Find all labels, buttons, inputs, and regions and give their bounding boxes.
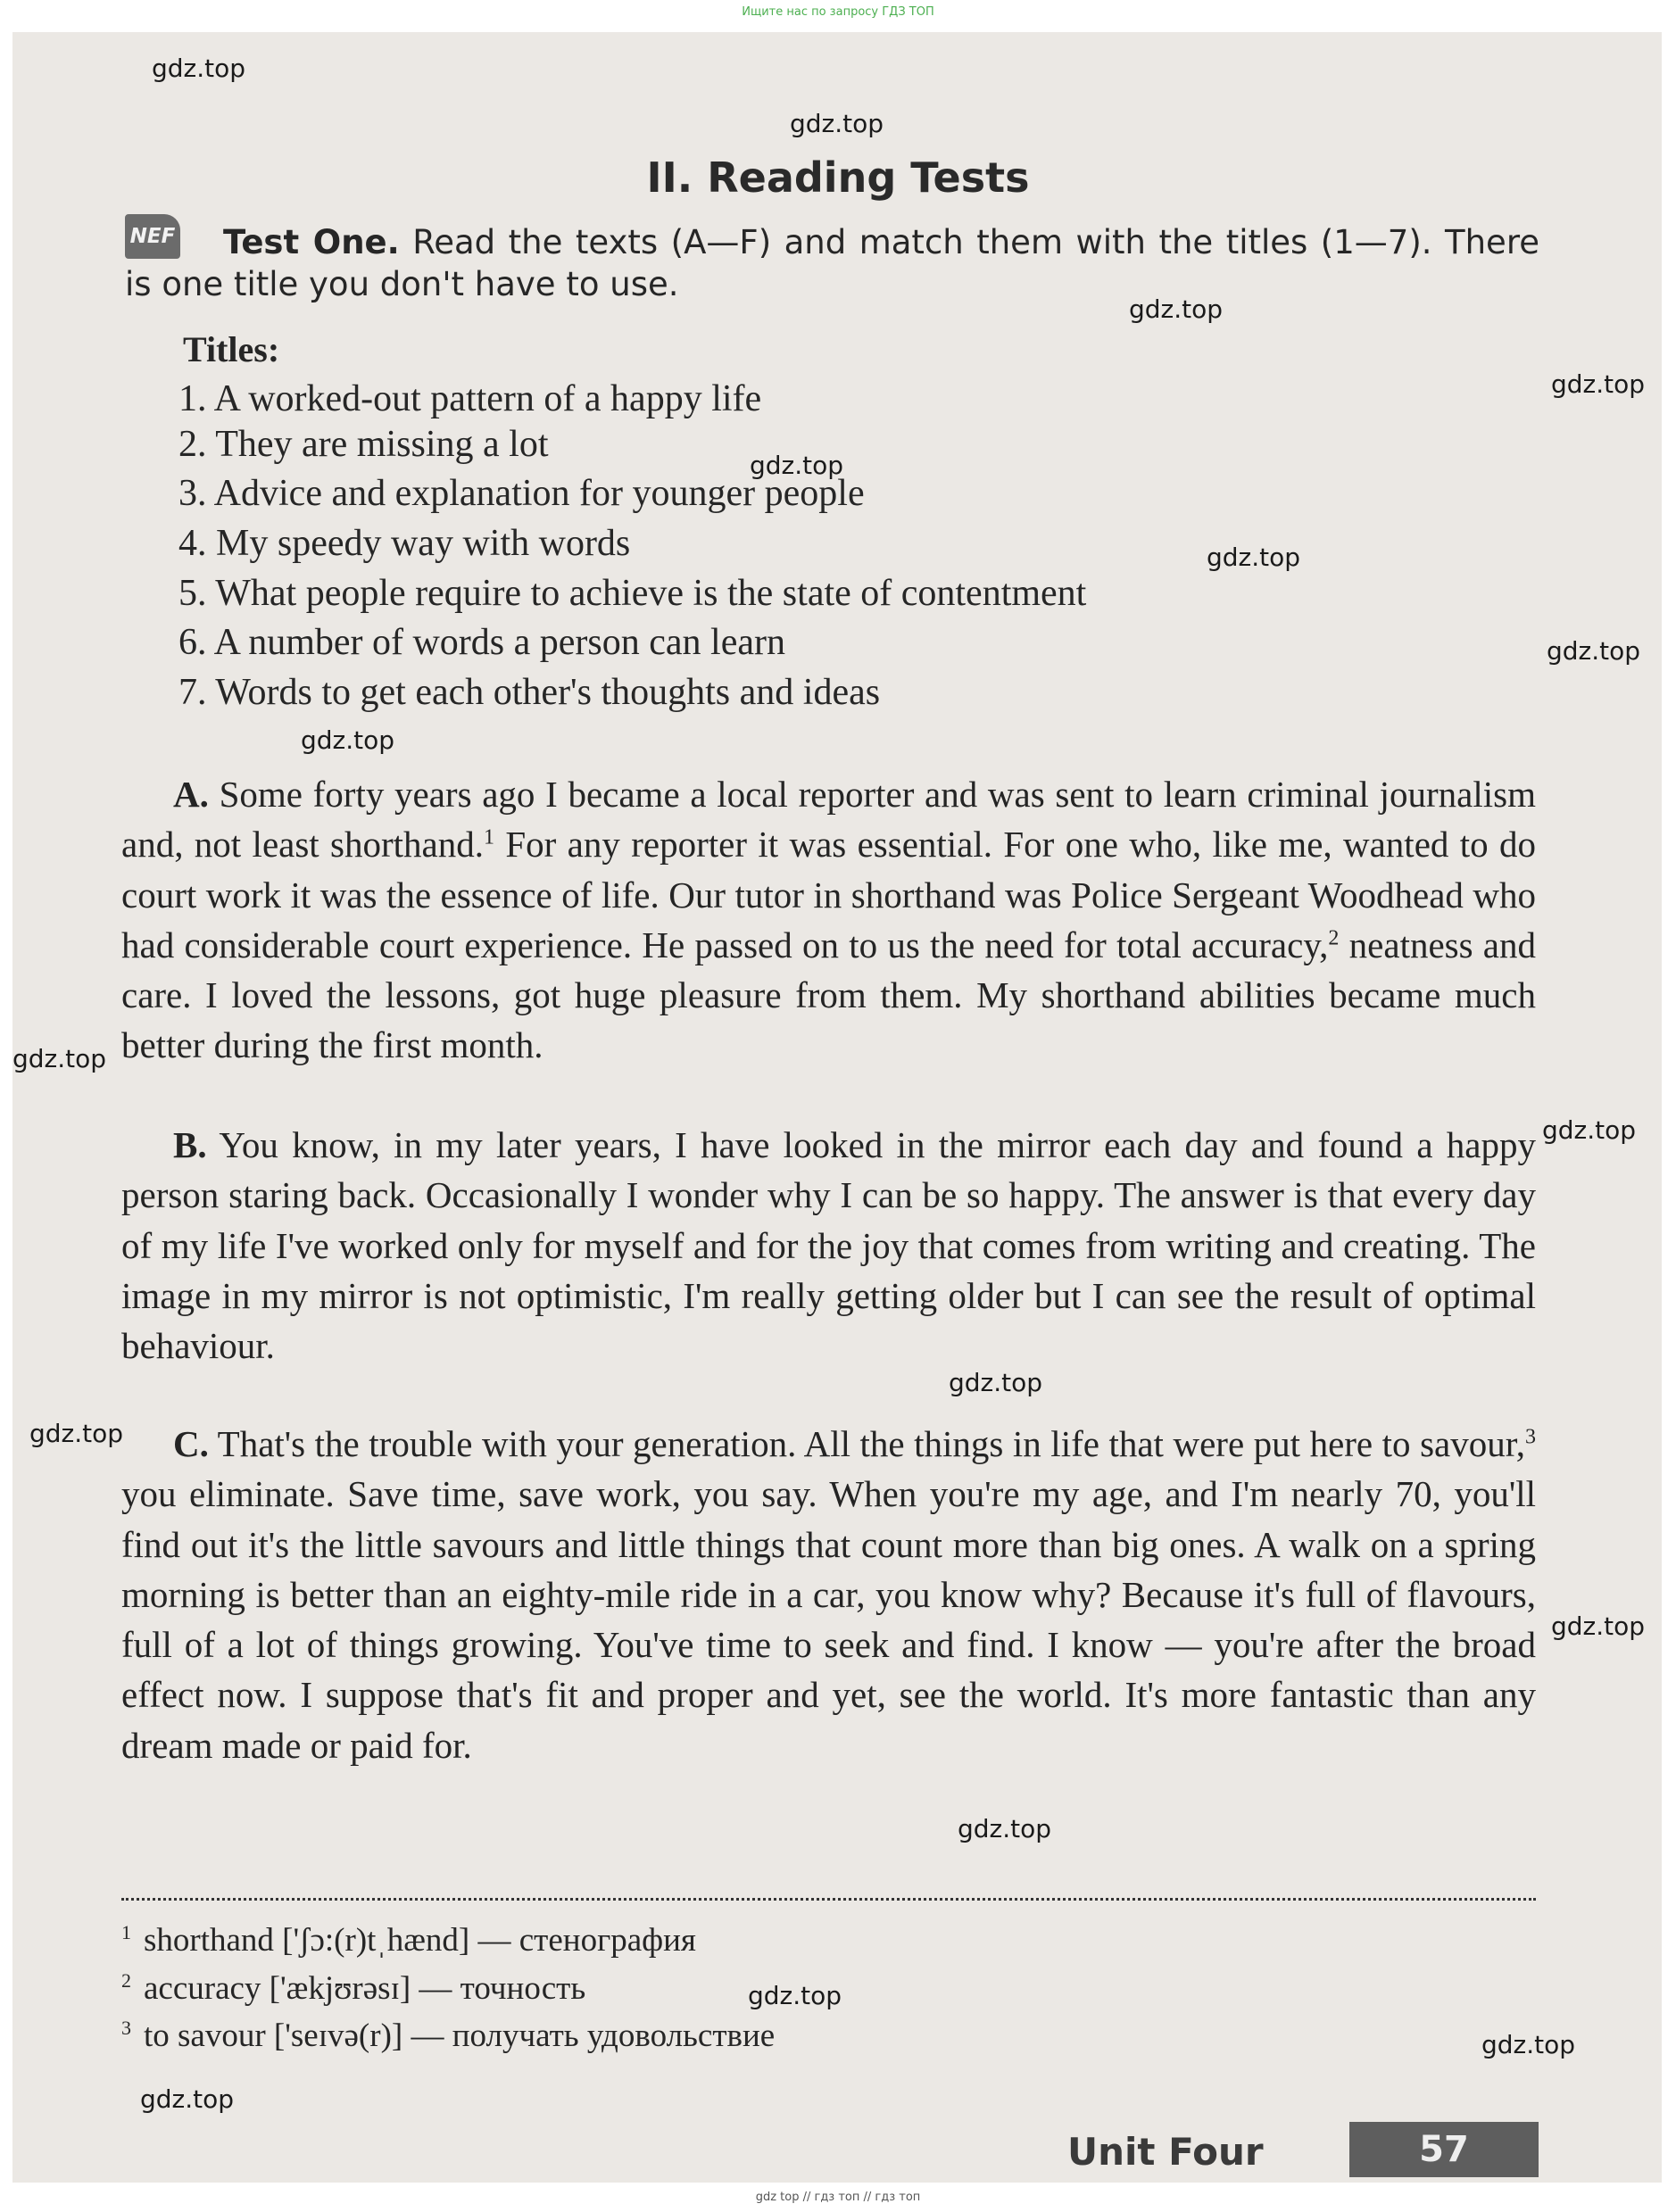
test-label: Test One. [223,223,400,261]
watermark: gdz.top [1551,1611,1646,1641]
nef-badge-icon: NEF [125,214,180,259]
text-a: A. Some forty years ago I became a local reporter and was sent to learn criminal journalism and, not least shorthand.$^1$ For any reporter it was essential. For one who, like me, wanted to do court work it was the essence of life. Our tutor in shorthand was Police Sergeant Woodhead who had considerable court experience. He passed on to us the need for total accuracy,$^2$ neatness and care. I loved the lessons, got huge pleasure from them. My shorthand abilities became much better during the first month. [121,774,1537,1066]
text-b: B. You know, in my later years, I have looked in the mirror each day and found a happy person staring back. Occasionally I wonder why I can be so happy. The answer is that every day of my life I've worked only for myself and for the joy that comes from writing and creating. The image in my mirror is not optimistic, I'm really getting older but I can see the result of optimal behaviour. [121,1124,1537,1367]
watermark: gdz.top [301,725,395,755]
title-item: 3. Advice and explanation for younger people [178,473,865,514]
text-a-letter: A. [173,774,209,815]
top-banner: Ищите нас по запросу ГДЗ ТОП [742,5,934,19]
titles-heading: Titles: [183,329,280,369]
test-instruction [125,221,1539,305]
bottom-banner: gdz top // гдз топ // гдз топ [755,2191,921,2204]
watermark: gdz.top [140,2084,235,2114]
watermark: gdz.top [1551,369,1646,399]
watermark: gdz.top [958,1814,1052,1843]
footnote-ref: 2 [1328,926,1340,950]
text-c-letter: C. [173,1423,209,1464]
watermark: gdz.top [29,1419,124,1448]
watermark: gdz.top [1542,1115,1637,1145]
footnote-divider [121,1898,1536,1901]
footnote: $^1$ shorthand ['ʃɔ:(r)tˌhænd] — стенография [121,1920,696,1959]
section-title: II. Reading Tests [646,153,1030,202]
watermark: gdz.top [12,1044,107,1073]
watermark: gdz.top [748,1981,842,2010]
watermark: gdz.top [790,109,884,138]
title-item: 6. A number of words a person can learn [178,622,785,663]
watermark: gdz.top [1547,636,1641,666]
unit-label: Unit Four [1067,2130,1264,2174]
watermark: gdz.top [1481,2030,1576,2059]
footnote: $^2$ accuracy ['ækjʊrəsɪ] — точность [121,1968,586,2007]
watermark: gdz.top [1129,294,1224,324]
footnote: $^3$ to savour ['seɪvə(r)] — получать удовольствие [121,2016,776,2054]
footnote-ref: 3 [1525,1425,1536,1449]
watermark: gdz.top [152,54,246,83]
title-item: 7. Words to get each other's thoughts and ideas [178,672,881,713]
instruction-text: Read the texts (A—F) and match them with the titles (1—7). There is one title you don't have to use. [125,223,1539,303]
title-item: 2. They are missing a lot [178,424,549,465]
title-item: 1. A worked-out pattern of a happy life [178,378,762,419]
watermark: gdz.top [1207,543,1301,572]
title-item: 5. What people require to achieve is the state of contentment [178,573,1087,614]
text-c: C. That's the trouble with your generation. All the things in life that were put here to savour,$^3$ you eliminate. Save time, save work, you say. When you're my age, and I'm nearly 70, you'll find out it's the little savours and little things that count more than big ones. A walk on a spring morning is better than an eighty-mile ride in a car, you know why? Because it's full of flavours, full of a lot of things growing. You've time to seek and find. I know — you're after the broad effect now. I suppose that's fit and proper and yet, see the world. It's more fantastic than any dream made or paid for. [121,1423,1536,1766]
page-number: 57 [1349,2122,1539,2177]
watermark: gdz.top [949,1368,1043,1397]
footnote-ref: 1 [484,825,494,849]
text-b-letter: B. [173,1124,207,1165]
watermark: gdz.top [750,451,844,480]
title-item: 4. My speedy way with words [178,523,631,564]
